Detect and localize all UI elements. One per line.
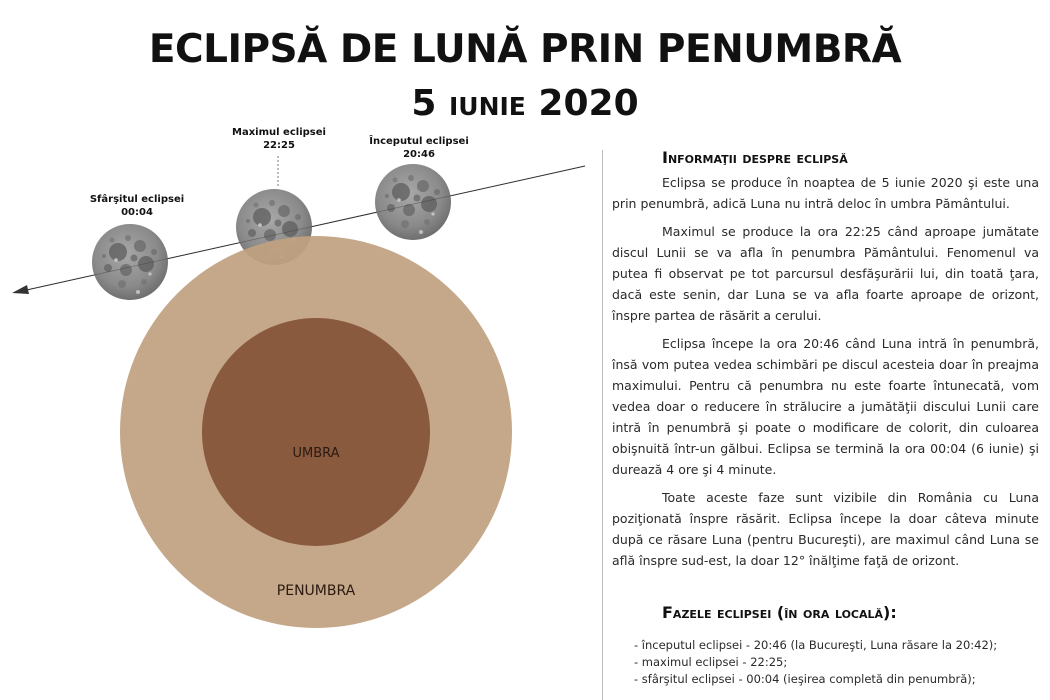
- trajectory-arrow-icon: [12, 285, 29, 294]
- info-paragraph: Maximul se produce la ora 22:25 când aproape jumătate discul Lunii se va afla în penumbra Pământului. Fenomenul va putea fi observat pe tot parcursul desfăşurării lui, din toată ţara, dacă este senin, dar Luna se va afla foarte aproape de orizont, înspre partea de răsărit a cerului.: [612, 224, 1039, 323]
- moon-start-label: [354, 135, 484, 161]
- page-title: ECLIPSĂ DE LUNĂ PRIN PENUMBRĂ: [148, 27, 902, 72]
- moon-start-title: Începutul eclipsei: [369, 136, 469, 147]
- column-divider: [602, 150, 603, 700]
- moon-max-time: 22:25: [263, 140, 295, 151]
- penumbra-label: PENUMBRA: [276, 583, 356, 599]
- date-day: 5: [411, 83, 437, 124]
- date-month: IUNIE: [448, 92, 526, 121]
- phase-item: - maximul eclipsei - 22:25;: [634, 655, 788, 669]
- info-title: Informaţii despre eclipsă: [662, 148, 848, 167]
- info-panel: [612, 146, 1039, 688]
- phase-item: - începutul eclipsei - 20:46 (la Bucureşti, Luna răsare la 20:42);: [634, 638, 998, 652]
- date-year: 2020: [538, 83, 639, 124]
- phases-title: Fazele eclipsei (în ora locală):: [662, 603, 897, 622]
- moon-start: [375, 164, 451, 240]
- info-paragraph: Eclipsa începe la ora 20:46 când Luna intră în penumbră, însă vom putea vedea schimbări pe discul acesteia doar în preajma maximului. Pentru că penumbra nu este foarte întunecată, vom vedea doar o reducere în strălucire a jumătăţii discului Lunii care intră în penumbră şi poate o modificare de colorit, din culoarea obişnuită într-un gălbui. Eclipsa se termină la ora 00:04 (6 iunie) şi durează 4 ore şi 4 minute.: [612, 336, 1039, 477]
- phase-item: - sfârşitul eclipsei - 00:04 (ieşirea completă din penumbră);: [634, 672, 976, 686]
- info-paragraph: Eclipsa se produce în noaptea de 5 iunie 2020 şi este una prin penumbră, adică Luna nu intră deloc în umbra Pământului.: [612, 175, 1039, 211]
- moon-max-title: Maximul eclipsei: [232, 127, 326, 138]
- moon-end: [92, 224, 168, 300]
- moon-start-time: 20:46: [403, 149, 435, 160]
- moon-end-label: [72, 193, 202, 219]
- umbra-label: UMBRA: [292, 446, 340, 461]
- moon-end-time: 00:04: [121, 207, 153, 218]
- umbra-disk: [202, 318, 430, 546]
- moon-max-label: [214, 126, 344, 152]
- info-paragraph: Toate aceste faze sunt vizibile din România cu Luna poziţionată înspre răsărit. Eclipsa începe la doar câteva minute după ce răsare Luna (pentru Bucureşti), are maximul când Luna se află înspre sud-est, la doar 12° înălţime faţă de orizont.: [612, 490, 1039, 568]
- moon-end-title: Sfârşitul eclipsei: [89, 194, 185, 205]
